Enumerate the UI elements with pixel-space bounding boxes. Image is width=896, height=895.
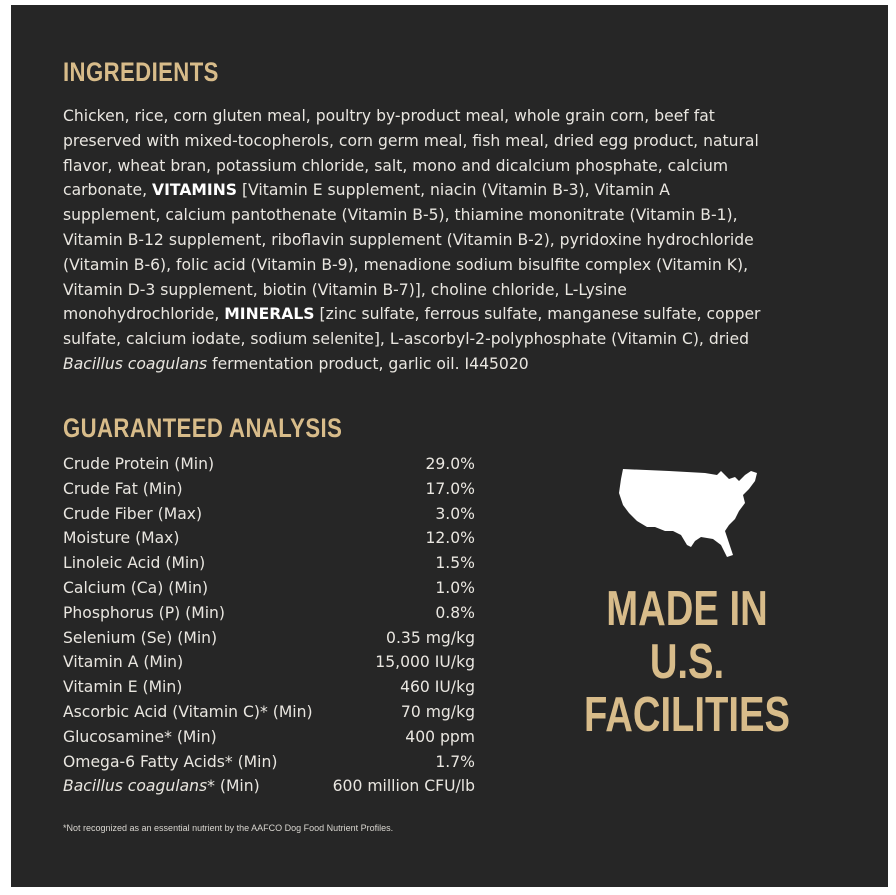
guaranteed-analysis-table	[63, 452, 475, 799]
analysis-row	[63, 477, 475, 502]
nutrient-name: Moisture (Max)	[63, 529, 180, 548]
analysis-row	[63, 750, 475, 775]
usa-map-icon	[617, 465, 761, 561]
ingredients-line: Bacillus coagulans fermentation product, garlic oil. I445020	[63, 354, 529, 373]
nutrient-name: Calcium (Ca) (Min)	[63, 578, 209, 597]
nutrient-name: Linoleic Acid (Min)	[63, 554, 206, 573]
ingredients-heading: INGREDIENTS	[63, 57, 219, 87]
analysis-row	[63, 551, 475, 576]
nutrient-name: Crude Fat (Min)	[63, 479, 183, 498]
nutrient-value: 1.5%	[435, 554, 475, 573]
ingredients-line: Vitamin D-3 supplement, biotin (Vitamin B-7)], choline chloride, L-Lysine	[63, 280, 627, 299]
species-name: Bacillus coagulans	[63, 354, 208, 373]
ingredients-line: Vitamin B-12 supplement, riboflavin supplement (Vitamin B-2), pyridoxine hydrochloride	[63, 230, 754, 249]
badge-line-3: FACILITIES	[584, 688, 790, 742]
analysis-row	[63, 626, 475, 651]
nutrient-name: Crude Fiber (Max)	[63, 504, 203, 523]
ingredient-group-label: MINERALS	[224, 305, 315, 324]
nutrient-name: Bacillus coagulans* (Min)	[63, 777, 260, 796]
ingredients-list	[63, 104, 863, 377]
ingredients-line: supplement, calcium pantothenate (Vitamin B-5), thiamine mononitrate (Vitamin B-1),	[63, 206, 738, 225]
nutrient-name: Vitamin E (Min)	[63, 678, 183, 697]
nutrient-value: 17.0%	[425, 479, 475, 498]
ingredients-line: sulfate, calcium iodate, sodium selenite], L-ascorbyl-2-polyphosphate (Vitamin C), dried	[63, 330, 749, 349]
analysis-row	[63, 650, 475, 675]
analysis-row	[63, 725, 475, 750]
analysis-row	[63, 700, 475, 725]
nutrient-value: 0.35 mg/kg	[386, 628, 475, 647]
analysis-row	[63, 601, 475, 626]
analysis-row	[63, 774, 475, 799]
ingredients-line: carbonate, VITAMINS [Vitamin E supplement, niacin (Vitamin B-3), Vitamin A	[63, 181, 670, 200]
nutrient-value: 1.7%	[435, 752, 475, 771]
analysis-row	[63, 576, 475, 601]
nutrient-name: Phosphorus (P) (Min)	[63, 603, 226, 622]
badge-line-1: MADE IN	[606, 582, 768, 636]
ingredients-line: preserved with mixed-tocopherols, corn germ meal, fish meal, dried egg product, natural	[63, 131, 759, 150]
nutrient-name: Glucosamine* (Min)	[63, 727, 217, 746]
nutrient-name: Crude Protein (Min)	[63, 455, 215, 473]
nutrient-value: 600 million CFU/lb	[332, 777, 475, 796]
guaranteed-analysis-heading: GUARANTEED ANALYSIS	[63, 413, 343, 443]
nutrient-value: 70 mg/kg	[400, 702, 475, 721]
nutrient-value: 400 ppm	[405, 727, 475, 746]
nutrient-value: 29.0%	[425, 455, 475, 473]
nutrient-value: 3.0%	[435, 504, 475, 523]
nutrient-name: Vitamin A (Min)	[63, 653, 184, 672]
nutrient-name: Omega-6 Fatty Acids* (Min)	[63, 752, 278, 771]
badge-line-2: U.S.	[649, 635, 725, 689]
footnote: *Not recognized as an essential nutrient by the AAFCO Dog Food Nutrient Profiles.	[63, 823, 394, 833]
ingredient-group-label: VITAMINS	[152, 181, 238, 200]
analysis-row	[63, 675, 475, 700]
ingredients-line: Chicken, rice, corn gluten meal, poultry by-product meal, whole grain corn, beef fat	[63, 107, 715, 125]
nutrient-value: 12.0%	[425, 529, 475, 548]
ingredients-line: (Vitamin B-6), folic acid (Vitamin B-9), menadione sodium bisulfite complex (Vitamin K),	[63, 255, 749, 274]
nutrient-value: 0.8%	[435, 603, 475, 622]
analysis-row	[63, 452, 475, 477]
nutrient-name: Selenium (Se) (Min)	[63, 628, 218, 647]
analysis-row	[63, 502, 475, 527]
ingredients-line: monohydrochloride, MINERALS [zinc sulfate, ferrous sulfate, manganese sulfate, copper	[63, 305, 761, 324]
analysis-row	[63, 526, 475, 551]
nutrient-name: Ascorbic Acid (Vitamin C)* (Min)	[63, 702, 313, 721]
product-info-panel	[11, 5, 888, 887]
nutrient-value: 15,000 IU/kg	[375, 653, 475, 672]
made-in-usa-badge	[547, 583, 827, 742]
nutrient-value: 460 IU/kg	[400, 678, 475, 697]
nutrient-value: 1.0%	[435, 578, 475, 597]
ingredients-line: flavor, wheat bran, potassium chloride, salt, mono and dicalcium phosphate, calcium	[63, 156, 729, 175]
